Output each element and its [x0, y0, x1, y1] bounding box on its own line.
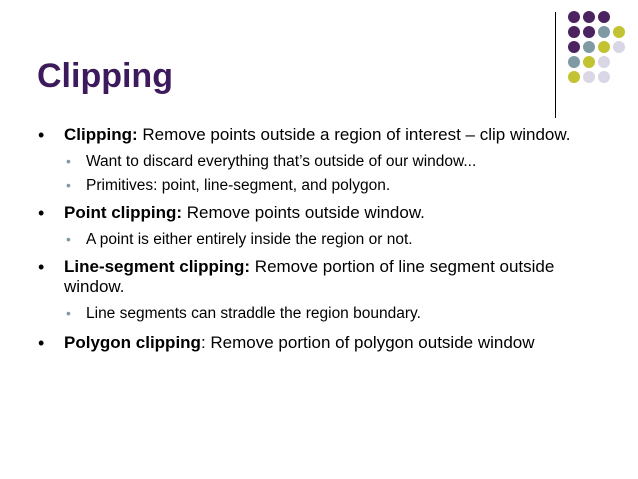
bullet-text: Remove points outside a region of interest – clip window. — [137, 125, 571, 144]
sub-bullet-dot-icon: • — [66, 177, 71, 193]
dot — [568, 56, 580, 68]
sub-bullet-text: Primitives: point, line-segment, and polygon. — [86, 177, 391, 194]
dot — [568, 11, 580, 23]
dot — [568, 71, 580, 83]
bullet-list — [38, 125, 618, 360]
dot — [583, 26, 595, 38]
dot — [583, 71, 595, 83]
dot — [583, 56, 595, 68]
sub-bullet-dot-icon: • — [66, 305, 71, 321]
dot — [583, 11, 595, 23]
decorative-dot-grid — [568, 11, 638, 91]
sub-bullet-item — [38, 304, 618, 323]
dot — [583, 41, 595, 53]
bullet-item — [38, 203, 618, 223]
dot — [613, 26, 625, 38]
divider-line — [555, 12, 556, 118]
bullet-bold-label: Line-segment clipping: — [64, 257, 251, 276]
sub-bullet-item — [38, 230, 618, 249]
slide-title: Clipping — [37, 57, 173, 95]
bullet-bold-label: Polygon clipping — [64, 333, 201, 352]
sub-bullet-item — [38, 152, 618, 171]
dot — [568, 41, 580, 53]
sub-bullet-text: Line segments can straddle the region boundary. — [86, 305, 421, 322]
bullet-dot-icon: • — [38, 125, 45, 145]
dot — [598, 56, 610, 68]
sub-bullet-text: Want to discard everything that’s outside of our window... — [86, 153, 477, 170]
bullet-dot-icon: • — [38, 203, 45, 223]
sub-bullet-dot-icon: • — [66, 153, 71, 169]
sub-bullet-item — [38, 176, 618, 195]
sub-bullet-text: A point is either entirely inside the region or not. — [86, 231, 413, 248]
dot — [598, 71, 610, 83]
bullet-dot-icon: • — [38, 257, 45, 277]
bullet-dot-icon: • — [38, 333, 45, 353]
bullet-bold-label: Point clipping: — [64, 203, 183, 222]
bullet-text: Remove points outside window. — [182, 203, 425, 222]
bullet-item — [38, 125, 618, 145]
dot — [598, 26, 610, 38]
bullet-item — [38, 257, 618, 297]
dot — [568, 26, 580, 38]
bullet-text: : Remove portion of polygon outside window — [200, 333, 535, 352]
sub-bullet-dot-icon: • — [66, 231, 71, 247]
bullet-item — [38, 333, 618, 353]
dot — [598, 11, 610, 23]
dot — [613, 41, 625, 53]
bullet-text: Remove portion of line segment outside window. — [64, 257, 555, 296]
dot — [598, 41, 610, 53]
bullet-bold-label: Clipping: — [64, 125, 138, 144]
